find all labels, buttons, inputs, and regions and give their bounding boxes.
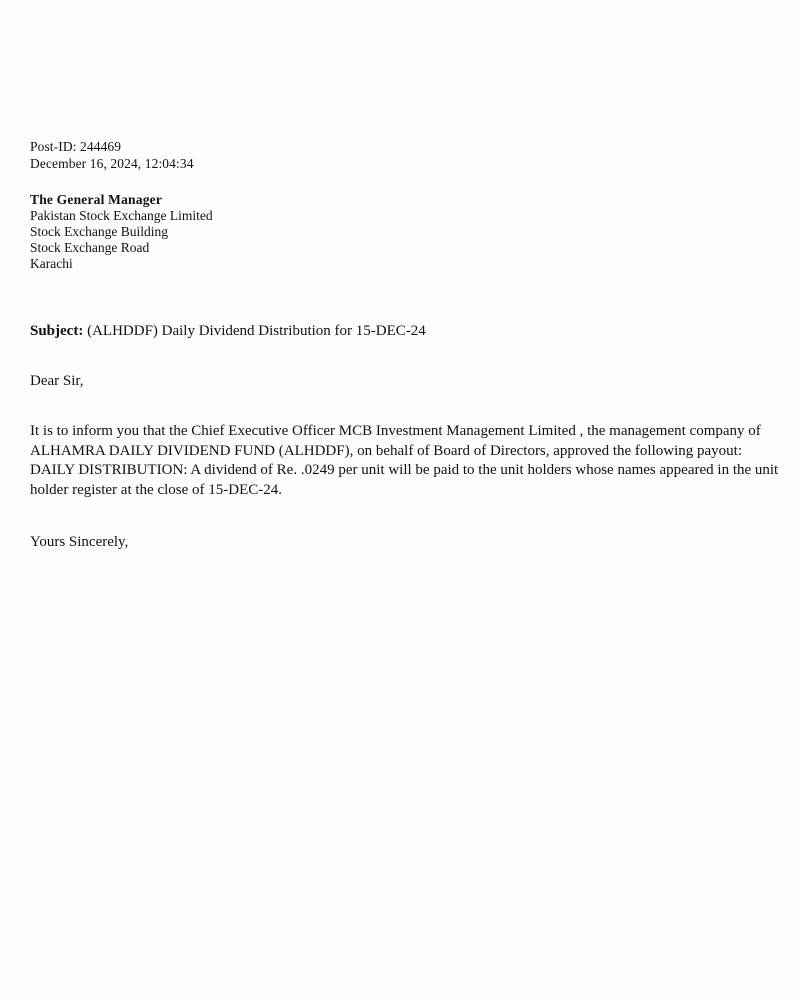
subject-line	[30, 322, 770, 341]
salutation: Dear Sir,	[30, 373, 84, 389]
subject-label: Subject:	[30, 323, 84, 339]
post-id-line: Post-ID: 244469	[30, 139, 122, 154]
date-line: December 16, 2024, 12:04:34	[30, 156, 194, 171]
addressee-block	[30, 191, 770, 272]
subject-value: (ALHDDF) Daily Dividend Distribution for 15-DEC-24	[87, 323, 426, 339]
closing-line: Yours Sincerely,	[30, 534, 129, 550]
body-text: It is to inform you that the Chief Executive Officer MCB Investment Management Limited , the management company of ALHAMRA DAILY DIVIDEND FUND (ALHDDF), on behalf of Board of Directors, approved the following payout: DAILY DISTRIBUTION: A dividend of Re. .0249 per unit will be paid to the unit holders whose names appeared in the unit holder register at the close of 15-DEC-24.	[30, 423, 779, 498]
body-paragraph	[30, 422, 782, 500]
addressee-line-1: Pakistan Stock Exchange Limited	[30, 208, 213, 223]
addressee-line-2: Stock Exchange Building	[30, 224, 168, 239]
addressee-name: The General Manager	[30, 192, 163, 207]
addressee-line-4: Karachi	[30, 256, 73, 271]
document-content	[30, 138, 779, 552]
addressee-line-3: Stock Exchange Road	[30, 240, 150, 255]
